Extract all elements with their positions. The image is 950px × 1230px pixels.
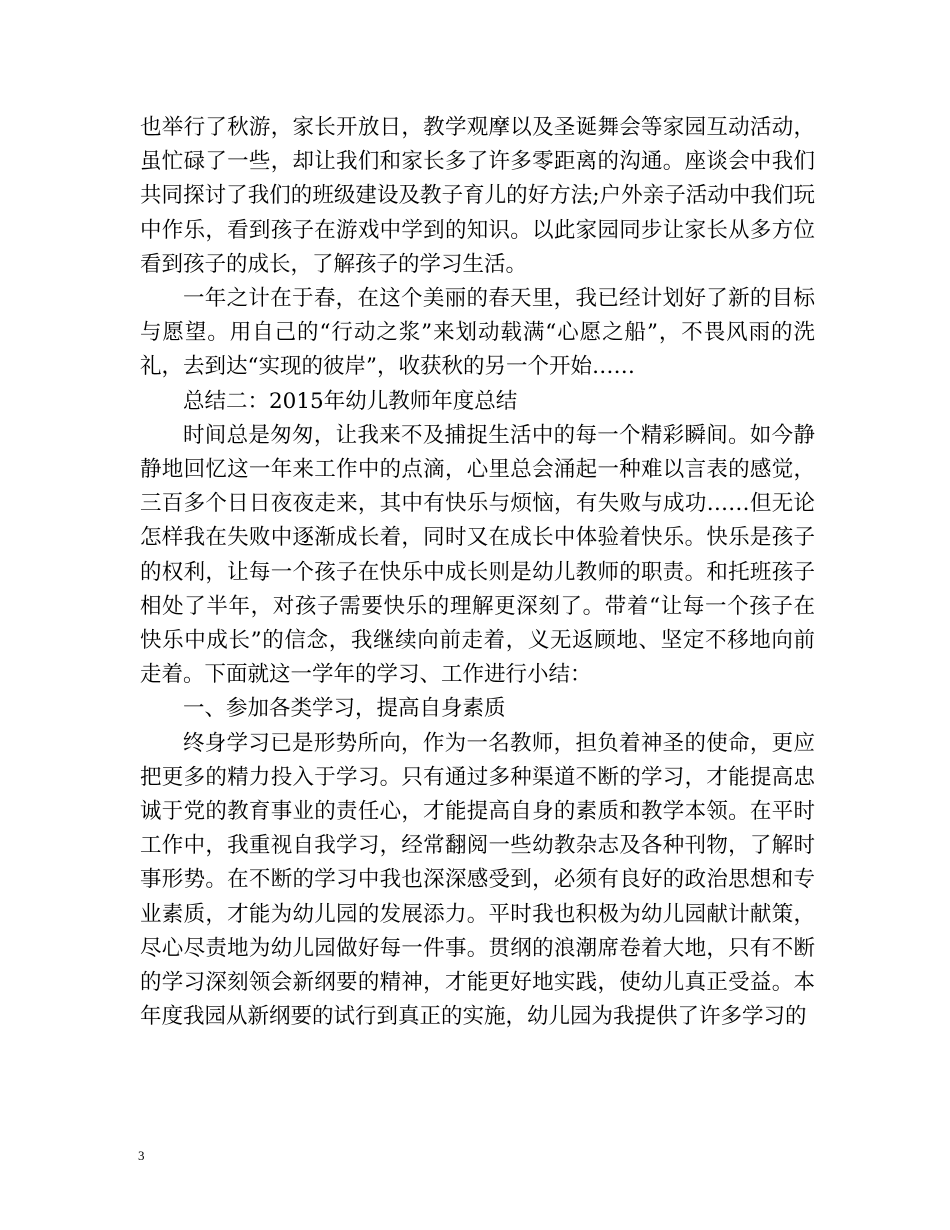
body-paragraph: 时间总是匆匆，让我来不及捕捉生活中的每一个精彩瞬间。如今静静地回忆这一年来工作中的点滴，心里总会涌起一种难以言表的感觉，三百多个日日夜夜走来，其中有快乐与烦恼，有失败与成功……但无论怎样我在失败中逐渐成长着，同时又在成长中体验着快乐。快乐是孩子的权利，让每一个孩子在快乐中成长则是幼儿教师的职责。和托班孩子相处了半年，对孩子需要快乐的理解更深刻了。带着“让每一个孩子在快乐中成长”的信念，我继续向前走着，义无返顾地、坚定不移地向前走着。下面就这一学年的学习、工作进行小结： xyxy=(140,422,815,688)
body-paragraph-continuation: 也举行了秋游，家长开放日，教学观摩以及圣诞舞会等家园互动活动，虽忙碌了一些，却让我们和家长多了许多零距离的沟通。座谈会中我们共同探讨了我们的班级建设及教子育儿的好方法;户外亲子活动中我们玩中作乐，看到孩子在游戏中学到的知识。以此家园同步让家长从多方位看到孩子的成长，了解孩子的学习生活。 xyxy=(140,115,815,277)
body-paragraph: 终身学习已是形势所向，作为一名教师，担负着神圣的使命，更应把更多的精力投入于学习。只有通过多种渠道不断的学习，才能提高忠诚于党的教育事业的责任心，才能提高自身的素质和教学本领。在平时工作中，我重视自我学习，经常翻阅一些幼教杂志及各种刊物，了解时事形势。在不断的学习中我也深深感受到，必须有良好的政治思想和专业素质，才能为幼儿园的发展添力。平时我也积极为幼儿园献计献策，尽心尽责地为幼儿园做好每一件事。贯纲的浪潮席卷着大地，只有不断的学习深刻领会新纲要的精神，才能更好地实践，使幼儿真正受益。本年度我园从新纲要的试行到真正的实施，幼儿园为我提供了许多学习的 xyxy=(140,730,815,1030)
section-heading-study: 一、参加各类学习，提高自身素质 xyxy=(183,696,506,722)
page-number: 3 xyxy=(138,1148,145,1163)
body-paragraph: 一年之计在于春，在这个美丽的春天里，我已经计划好了新的目标与愿望。用自己的“行动之浆”来划动载满“心愿之船”，不畏风雨的洗礼，去到达“实现的彼岸”，收获秋的另一个开始…… xyxy=(140,286,815,380)
document-body xyxy=(140,111,815,1034)
section-heading-summary-two: 总结二：2015年幼儿教师年度总结 xyxy=(183,388,518,414)
